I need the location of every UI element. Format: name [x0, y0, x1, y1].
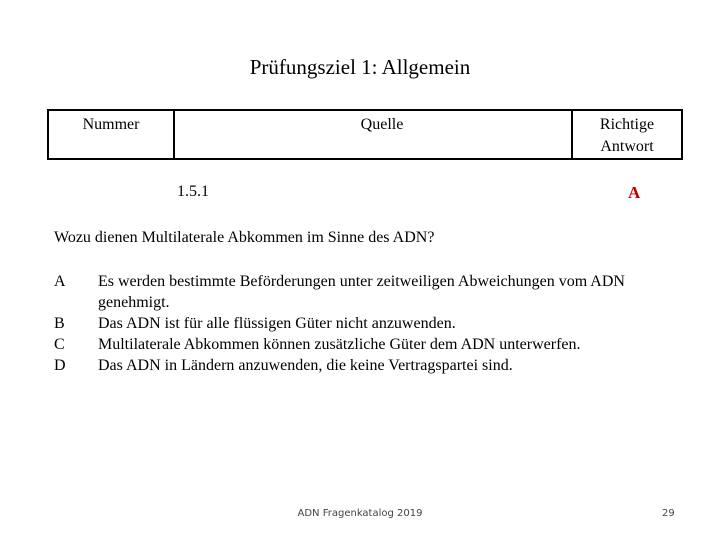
option-c: [54, 334, 694, 355]
question-text: Wozu dienen Multilaterale Abkommen im Sinne des ADN?: [54, 229, 435, 246]
footer-text: ADN Fragenkatalog 2019: [297, 508, 423, 519]
answer-options: [54, 271, 694, 376]
page-title: Prüfungsziel 1: Allgemein: [249, 55, 471, 79]
column-header-quelle: Quelle: [175, 111, 573, 158]
column-header-richtige-line1: Richtige: [599, 116, 655, 133]
option-letter: B: [54, 315, 65, 332]
option-b: [54, 313, 694, 334]
column-header-richtige-antwort: [573, 111, 681, 158]
column-header-richtige-line2: Antwort: [600, 138, 654, 155]
column-header-nummer: Nummer: [49, 111, 175, 158]
option-text: Das ADN in Ländern anzuwenden, die keine Vertragspartei sind.: [98, 357, 513, 374]
option-text: Das ADN ist für alle flüssigen Güter nicht anzuwenden.: [98, 315, 456, 332]
correct-answer: A: [628, 183, 641, 202]
header-table: [47, 109, 683, 160]
option-letter: D: [54, 357, 66, 374]
option-letter: C: [54, 336, 65, 353]
page-number: 29: [662, 508, 675, 519]
option-d: [54, 355, 694, 376]
option-text: Es werden bestimmte Beförderungen unter zeitweiligen Abweichungen vom ADN genehmigt.: [98, 273, 625, 311]
option-text: Multilaterale Abkommen können zusätzliche Güter dem ADN unterwerfen.: [98, 336, 581, 353]
question-number: 1.5.1: [177, 183, 209, 200]
option-letter: A: [54, 273, 66, 290]
option-a: [54, 271, 694, 313]
